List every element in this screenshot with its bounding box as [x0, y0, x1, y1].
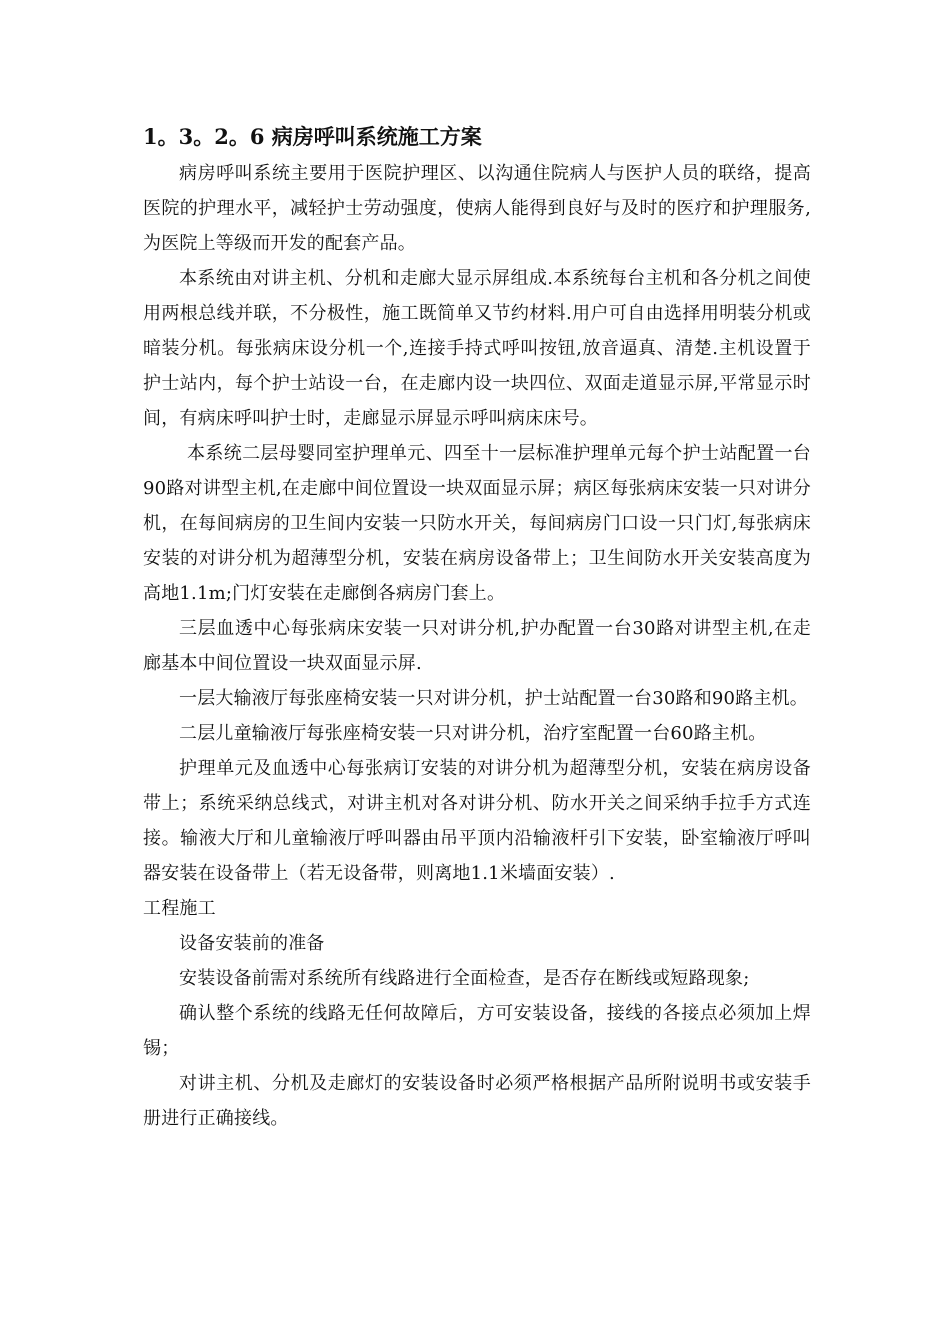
- paragraph-line-check: 安装设备前需对系统所有线路进行全面检查，是否存在断线或短路现象;: [179, 968, 750, 989]
- paragraph-second-floor-children: 二层儿童输液厅每张座椅安装一只对讲分机，治疗室配置一台60路主机。: [179, 723, 767, 744]
- paragraph-confirm-wiring: 确认整个系统的线路无任何故障后，方可安装设备，接线的各接点必须加上焊锡；: [143, 1003, 811, 1059]
- subheading-preparation: 设备安装前的准备: [179, 933, 325, 954]
- paragraph-dialysis-center: 三层血透中心每张病床安装一只对讲分机,护办配置一台30路对讲型主机,在走廊基本中间位置设一块双面显示屏.: [143, 618, 811, 674]
- subheading-construction: 工程施工: [143, 898, 216, 919]
- paragraph-floor-configuration: 本系统二层母婴同室护理单元、四至十一层标准护理单元每个护士站配置一台90路对讲型主机,在走廊中间位置设一块双面显示屏；病区每张病床安装一只对讲分机，在每间病房的卫生间内安装一只防水开关，每间病房门口设一只门灯,每张病床安装的对讲分机为超薄型分机，安装在病房设备带上；卫生间防水开关安装高度为高地1.1m;门灯安装在走廊倒各病房门套上。: [143, 443, 811, 604]
- paragraph-installation-manual: 对讲主机、分机及走廊灯的安装设备时必须严格根据产品所附说明书或安装手册进行正确接线。: [143, 1073, 811, 1129]
- paragraph-system-composition: 本系统由对讲主机、分机和走廊大显示屏组成.本系统每台主机和各分机之间使用两根总线并联，不分极性，施工既简单又节约材料.用户可自由选择用明装分机或暗装分机。每张病床设分机一个,连接手持式呼叫按钮,放音逼真、清楚.主机设置于护士站内，每个护士站设一台，在走廊内设一块四位、双面走道显示屏,平常显示时间，有病床呼叫护士时，走廊显示屏显示呼叫病床床号。: [143, 268, 811, 429]
- paragraph-first-floor-infusion: 一层大输液厅每张座椅安装一只对讲分机，护士站配置一台30路和90路主机。: [179, 688, 809, 709]
- section-heading: 1。3。2。6 病房呼叫系统施工方案: [143, 124, 482, 149]
- paragraph-installation-method: 护理单元及血透中心每张病订安装的对讲分机为超薄型分机，安装在病房设备带上；系统采纳总线式，对讲主机对各对讲分机、防水开关之间采纳手拉手方式连接。输液大厅和儿童输液厅呼叫器由吊平顶内沿输液杆引下安装，卧室输液厅呼叫器安装在设备带上（若无设备带，则离地1.1米墙面安装）.: [143, 758, 811, 884]
- paragraph-intro: 病房呼叫系统主要用于医院护理区、以沟通住院病人与医护人员的联络，提高医院的护理水平，减轻护士劳动强度，使病人能得到良好与及时的医疗和护理服务,为医院上等级而开发的配套产品。: [143, 163, 811, 254]
- document-body: [143, 118, 811, 1136]
